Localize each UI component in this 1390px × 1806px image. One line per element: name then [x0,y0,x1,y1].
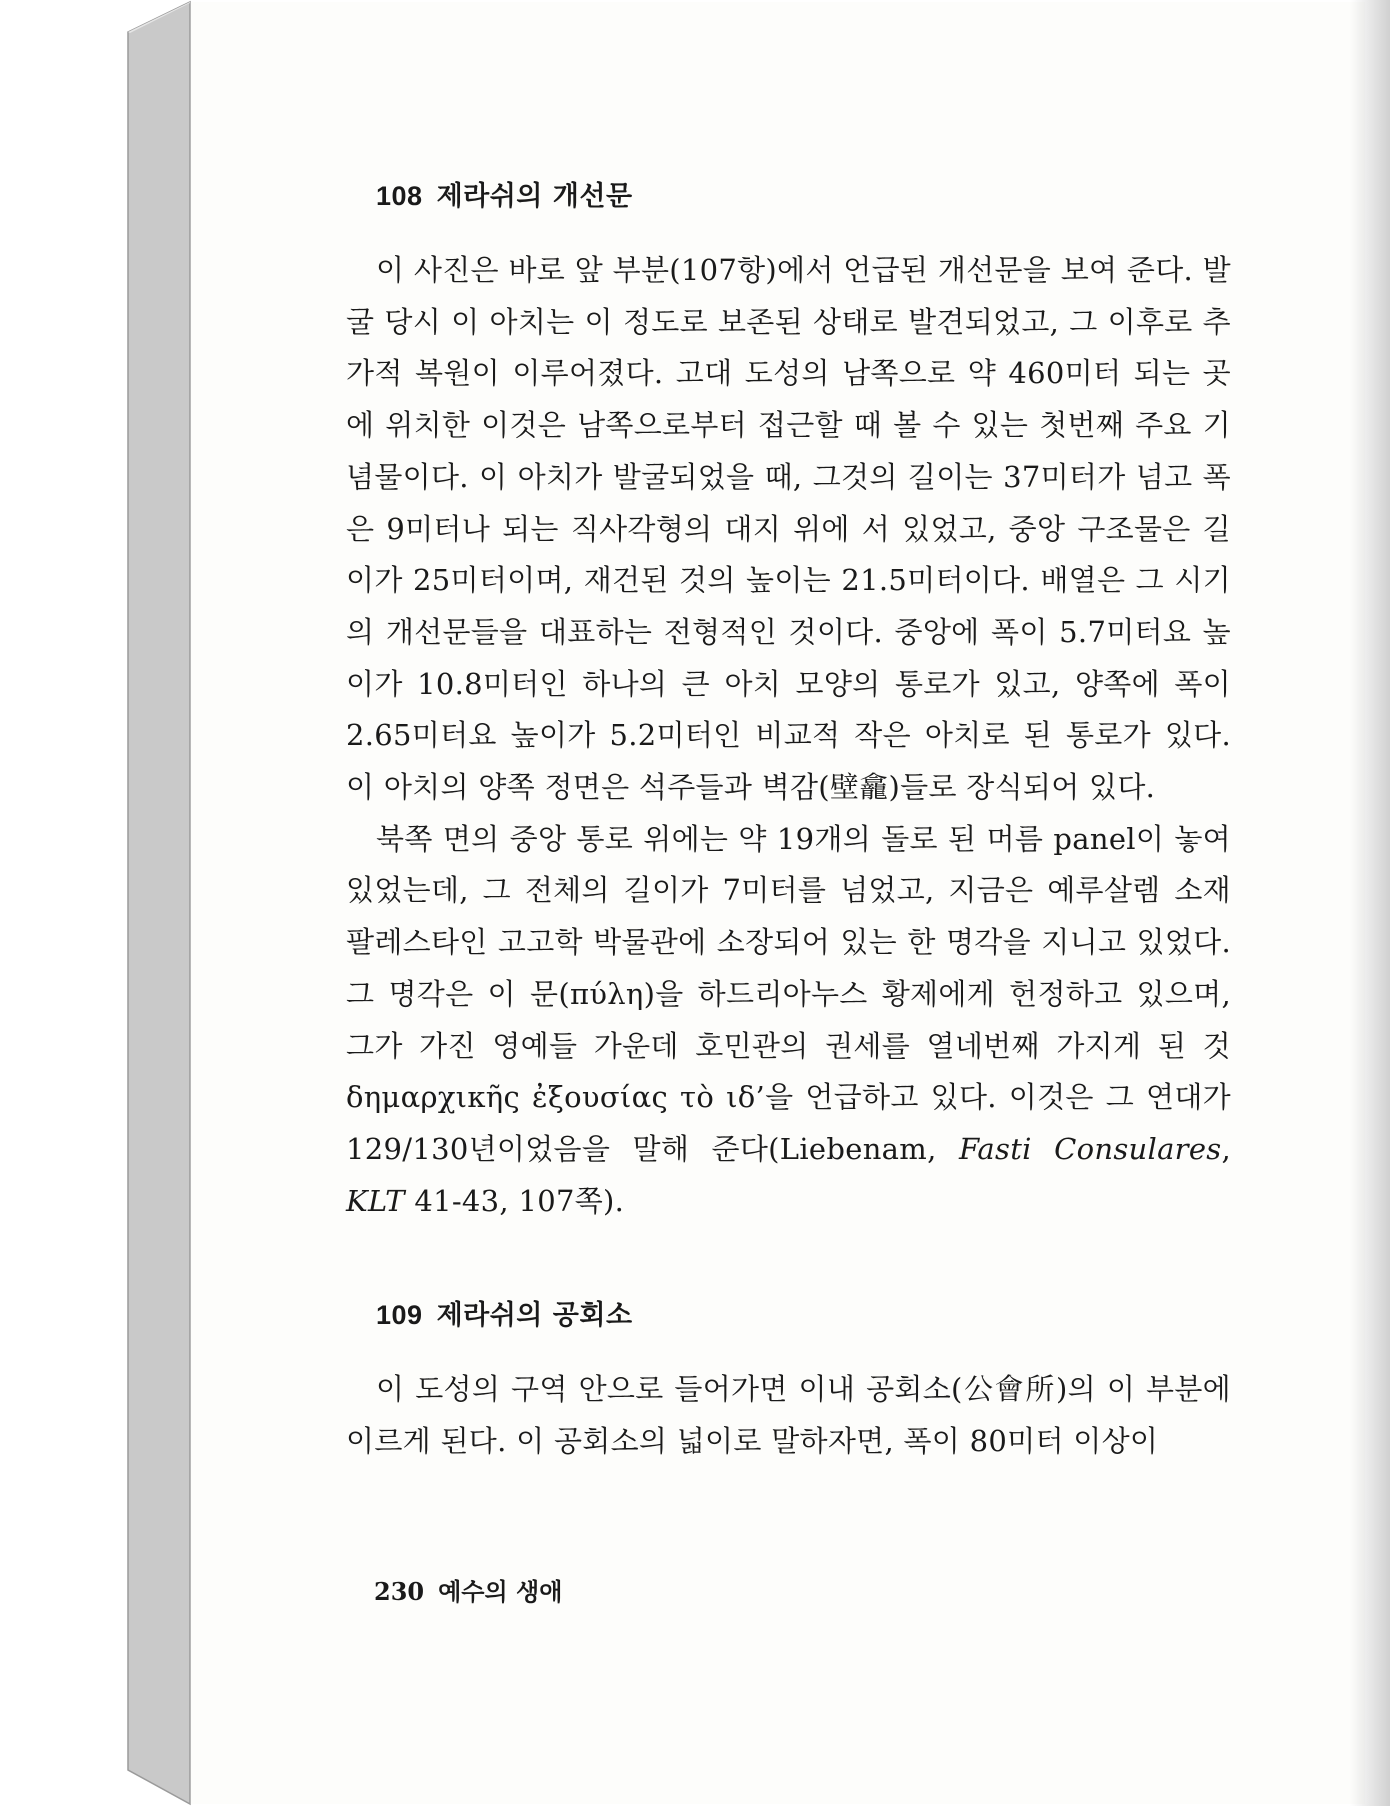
citation-title: Fasti Consulares [958,1131,1222,1166]
section-108-heading [376,172,1231,221]
section-109-heading [376,1291,1231,1340]
page-number: 230 [374,1577,425,1606]
page-footer [374,1572,562,1607]
paragraph [346,814,1231,1228]
book-spine [0,0,200,1806]
text-run: )을 하드리아누스 황제에게 헌정하고 있으며, 그가 가진 영예들 가운데 호민관의 권세를 열네번째 가지게 된 것 [346,976,1231,1063]
section-title-text: 제라쉬의 개선문 [436,181,633,212]
greek-phrase: δημαρχικῆς ἐξουσίας τὸ ιδ’ [346,1080,766,1115]
section-number: 108 [376,181,423,211]
page-content [346,172,1231,1468]
running-title: 예수의 생애 [438,1577,563,1606]
paragraph: 이 도성의 구역 안으로 들어가면 이내 공회소(公會所)의 이 부분에 이르게 된다. 이 공회소의 넓이로 말하자면, 폭이 80미터 이상이 [346,1372,1231,1459]
section-title-text: 제라쉬의 공회소 [436,1300,633,1332]
citation-abbrev: KLT [346,1183,405,1218]
text-run: 41-43, 107쪽). [404,1183,625,1218]
book-page [190,2,1365,1804]
text-run: , [1221,1131,1231,1166]
text-run: 북쪽 면의 중앙 통로 위에는 약 19개의 돌로 된 머름 panel이 놓여 있었는데, 그 전체의 길이가 7미터를 넘었고, 지금은 예루살렘 소재 팔레스타인 고고학 박물관에 소장되어 있는 한 명각을 지니고 있었다. 그 명각은 이 문( [346,821,1231,1011]
section-number: 109 [376,1300,423,1331]
page-edge-shadow [1350,0,1390,1806]
greek-word: πύλη [569,976,644,1011]
paragraph: 이 사진은 바로 앞 부분(107항)에서 언급된 개선문을 보여 준다. 발굴 당시 이 아치는 이 정도로 보존된 상태로 발견되었고, 그 이후로 추가적 복원이 이루어졌다. 고대 도성의 남쪽으로 약 460미터 되는 곳에 위치한 이것은 남쪽으로부터 접근할 때 볼 수 있는 첫번째 주요 기념물이다. 이 아치가 발굴되었을 때, 그것의 길이는 37미터가 넘고 폭은 9미터나 되는 직사각형의 대지 위에 서 있었고, 중앙 구조물은 길이가 25미터이며, 재건된 것의 높이는 21.5미터이다. 배열은 그 시기의 개선문들을 대표하는 전형적인 것이다. 중앙에 폭이 5.7미터요 높이가 10.8미터인 하나의 큰 아치 모양의 통로가 있고, 양쪽에 폭이 2.65미터요 높이가 5.2미터인 비교적 작은 아치로 된 통로가 있다. 이 아치의 양쪽 정면은 석주들과 벽감(壁龕)들로 장식되어 있다. [346,253,1231,805]
text-run: 을 언급하고 있다. 이것은 그 연대가 129/130년이었음을 말해 준다(Liebenam, [346,1080,1231,1166]
